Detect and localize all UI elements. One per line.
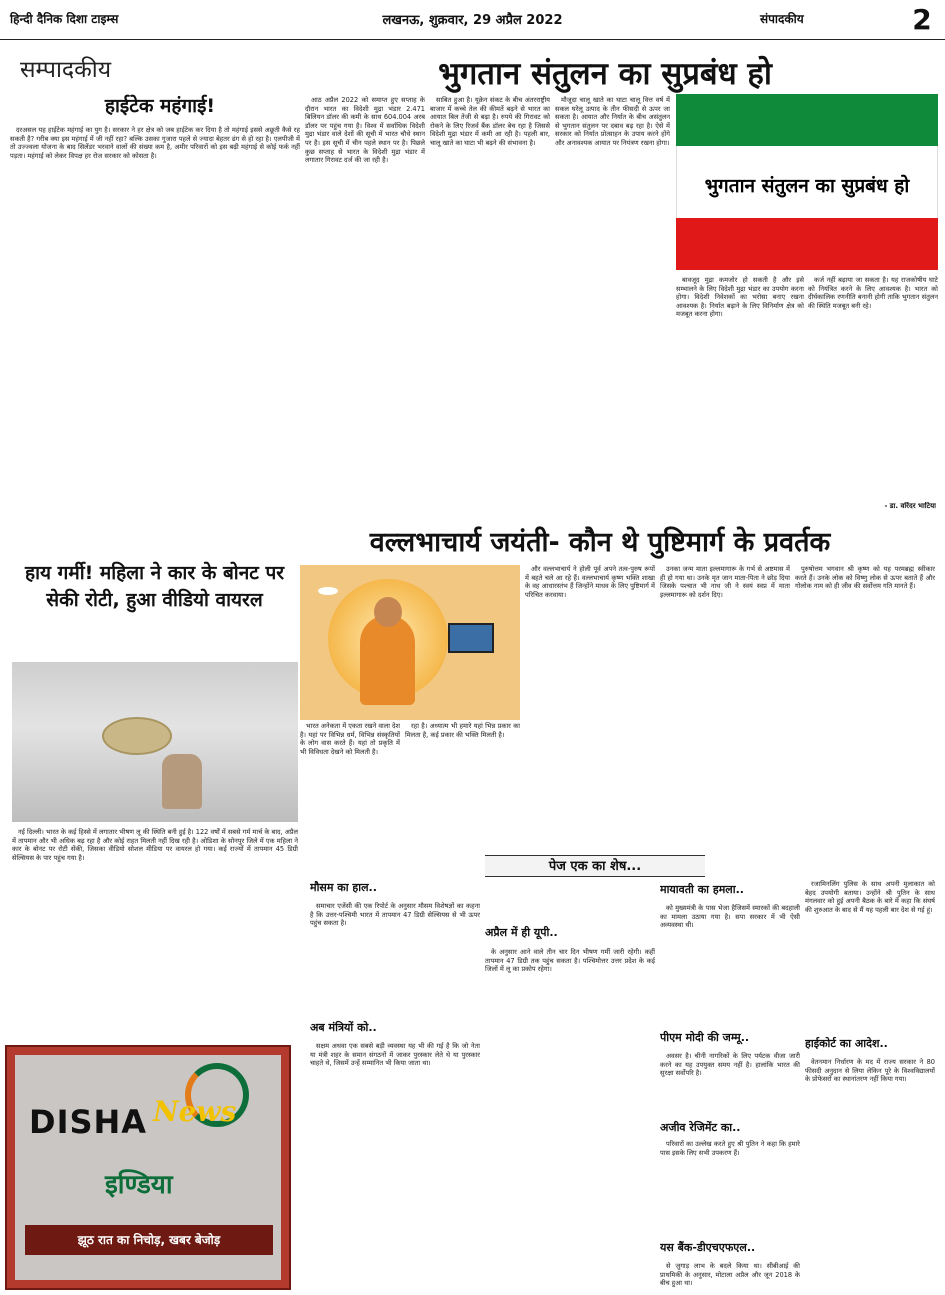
bank-body-lead: से जुगाड़ लाभ के बदले किया था। सीबीआई की प्राथमिकी के अनुसार, मोटाला अप्रैल और जून 2018 के बीच हुआ था। [660,1262,800,1288]
hand-shape [162,754,202,809]
dateline: लखनऊ, शुक्रवार, 29 अप्रैल 2022 [382,13,563,28]
ajeev-body: परिवारों का उल्लेख करते हुए श्री पुतिन ने कहा कि हमारे पास इसके लिए सभी उपकरण हैं। [660,1140,800,1157]
editorial-label: सम्पादकीय [20,57,112,83]
mayawati-body: को मुख्यमंत्री के पास भेजा हैजिसमें स्मारकों की बदहाली का मामला उठाया गया है। सपा सरकार में भी ऐसी अव्यवस्था थी। [660,904,800,930]
main-column-4: बावजूद मुद्रा कमजोर हो सकती है और इसे सम्भालने के लिए विदेशी मुद्रा भंडार का उपयोग करना होगा। विदेशी निवेशकों का भरोसा बनाए रखना आवश्यक है। निर्यात बढ़ाने के लिए विनिर्माण क्षेत्र को मजबूत करना होगा। [676,276,804,319]
tricolor-green [676,94,938,146]
vallabh-column-1: भारत अनेकता में एकता रखने वाला देश है। यहां पर विभिन्न धर्म, विभिन्न संस्कृतियों के लोग वास करते हैं। यहां तो प्रकृति में भी विविधता देखने को मिलती है। [300,722,400,756]
logo-tagline: झूठ रात का निचोड़, खबर बेजोड़ [25,1225,273,1255]
laptop-icon [448,623,494,653]
mantri-body: सक्षम अथवा एक सबसे बड़ी व्यवस्था यह भी की गई है कि जो नेता या मंत्री शहर के समान संगठनों में जाकर पुरस्कार लेते थे या पुरस्कार चाहते थे, जिसमें उन्हें सम्मानित भी किया जाता था। [310,1042,480,1068]
box-headline: भुगतान संतुलन का सुप्रबंध हो [704,175,910,197]
up-title: अप्रैल में ही यूपी.. [485,926,558,939]
logo-word-india: इण्डिया [105,1170,173,1200]
up-body: के अनुसार आने वाले तीन चार दिन भीषण गर्मी जारी रहेगी। कहीं तापमान 47 डिग्री तक पहुंच सकता है। पश्चिमोत्तर उत्तर प्रदेश के कई जिलों में लू का प्रकोप रहेगा। [485,948,655,974]
tricolor-box [676,94,938,270]
car-roti-photo [12,662,298,822]
editorial-body: दरअसल यह हाईटेक महंगाई का युग है। सरकार ने हर क्षेत्र को जब हाईटेक कर दिया है तो महंगाई इससे अछूती कैसे रह सकती है? गरीब क्या इस महंगाई में जी नहीं रहा? बल्कि उसका गुजारा पहले से ज्यादा बेहतर ढंग से हो रहा है। एलपीजी में तो उज्ज्वला योजना के बाद सिलेंडर भरवाने वालों की संख्या कम है, अमीर परिवारों को इस बढ़ी महंगाई से कोई फर्क नहीं पड़ता। महंगाई को लेकर विपक्ष हर रोज सरकार को कोसता है। [10,126,300,160]
modi-title: पीएम मोदी की जम्मू.. [660,1031,750,1044]
saint-figure [360,615,415,705]
court-body: वेतनमान निर्धारण के मद में राज्य सरकार ने 80 फीसदी अनुदान से लिया लेकिन पूरे के विश्वविद्यालयों के प्रोफेसरों का स्थानांतरण नहीं किया गया। [805,1058,935,1084]
roti-shape [102,717,172,755]
editorial-headline: हाईटेक महंगाई! [104,95,216,117]
vallabh-column-3: और वल्लभाचार्य ने होली पूर्व अपने तत्व-पुरुष रूपों में बहते चले आ रहे हैं। वल्लभाचार्य कृष्ण भक्ति शाखा के वह आधारस्तंभ हैं जिन्होंने माधव के लिए पुष्टिमार्ग में परिचित करवाया। [525,565,655,599]
section-name: संपादकीय [760,12,804,26]
mantri-title: अब मंत्रियों को.. [310,1021,377,1034]
main-headline: भुगतान संतुलन का सुप्रबंध हो [438,56,772,92]
continued-banner: पेज एक का शेष... [485,855,705,877]
ajeev-title: अजीव रेजिमेंट का.. [660,1121,741,1134]
masthead-bar [0,0,945,40]
main-column-1: आठ अप्रैल 2022 को समाप्त हुए सप्ताह के दौरान भारत का विदेशी मुद्रा भंडार 2.471 बिलियन डॉलर की कमी के साथ 604.004 अरब डॉलर पर पहुंच गया है। विश्व में सर्वाधिक विदेशी मुद्रा भंडार वाले देशों की सूची में भारत चौथे स्थान पर है। इस सूची में चीन पहले स्थान पर है। पिछले कुछ सप्ताह से भारत के विदेशी मुद्रा भंडार में लगातार गिरावट दर्ज की जा रही है। [305,96,425,165]
vallabh-column-5: पुरुषोत्तम भगवान श्री कृष्ण को यह परमब्रह्म स्वीकार करते हैं। उनके लोक को विष्णु लोक से ऊपर बताते हैं और गोलोक नाम को ही जीव की सर्वोत्तम गति मानते हैं। [795,565,935,591]
newspaper-name: हिन्दी दैनिक दिशा टाइम्स [10,12,119,26]
mausam-title: मौसम का हाल.. [310,881,377,894]
page-number: 2 [912,3,932,36]
saint-head [374,597,402,627]
bank-title: यस बैंक-डीएचएफएल.. [660,1241,756,1254]
disha-news-logo [5,1045,291,1290]
logo-word-news: News [153,1095,237,1128]
main-column-3: मौजूदा चालू खाते का घाटा चालू वित्त वर्ष में सकल घरेलू उत्पाद के तीन फीसदी से ऊपर जा सकता है। आयात और निर्यात के बीच असंतुलन से भुगतान संतुलन पर दबाव बढ़ रहा है। ऐसे में सरकार को निर्यात प्रोत्साहन के उपाय करने होंगे और अनावश्यक आयात पर नियंत्रण रखना होगा। [555,96,670,147]
logo-panel [15,1055,281,1280]
heat-body: नई दिल्ली। भारत के कई हिस्से में लगातार भीषण लू की स्थिति बनी हुई है। 122 वर्षों में सबसे गर्म मार्च के बाद, अप्रैल में तापमान और भी अधिक बढ़ रहा है और कोई राहत मिलती नहीं दिख रही है। ओडिशा के सोनपुर जिले में एक महिला ने कार के बोनट पर रोटी सेंकी, जिसका वीडियो सोशल मीडिया पर वायरल हो गया। कई राज्यों में तापमान 45 डिग्री सेल्सियस के पार पहुंच गया है। [12,828,298,862]
court-title: हाईकोर्ट का आदेश.. [805,1037,888,1050]
mausam-body: समाचार एजेंसी की एक रिपोर्ट के अनुसार मौसम विशेषज्ञों का कहना है कि उत्तर-पश्चिमी भारत में तापमान 47 डिग्री सेल्सियस से भी ऊपर पहुंच सकता है। [310,902,480,928]
author-byline: - डा. वरिंदर भाटिया [884,502,936,510]
dove-icon [318,587,338,595]
vallabh-column-4: उनका जन्म माता इल्लमागारू के गर्भ से अष्टमास में ही हो गया था। उनके मृत जान माता-पिता ने छोड़ दिया जिसके पश्चात भी नाथ जी ने स्वयं स्वप्न में माता इल्लमागारू को दर्शन दिए। [660,565,790,599]
main-column-2: साबित हुआ है। यूक्रेन संकट के बीच अंतरराष्ट्रीय बाजार में कच्चे तेल की कीमतें बढ़ने से भारत का आयात बिल तेजी से बढ़ा है। रुपये की गिरावट को रोकने के लिए रिजर्व बैंक डॉलर बेच रहा है जिससे विदेशी मुद्रा भंडार में कमी आ रही है। पहली बार, चालू खाते का घाटा भी बढ़ने की संभावना है। [430,96,550,147]
modi-body: अवसर है। चीनी नागरिकों के लिए पर्यटक वीजा जारी करने का यह उपयुक्त समय नहीं है। हालांकि भारत की सुरक्षा सर्वोपरि है। [660,1052,800,1078]
court-preceding-text: रजामिनलिंग पुलिस के साथ अपनी मुलाकात को बेहद उपयोगी बताया। उन्होंने श्री पुतिन के साथ मंगलवार को हुई अपनी बैठक के बारे में कहा कि संघर्ष की शुरुआत के बाद से मैं यह पहली बार देश से गई हूं। [805,880,935,914]
mayawati-title: मायावती का हमला.. [660,883,744,896]
logo-word-disha: DISHA [29,1103,148,1141]
vallabh-headline: वल्लभाचार्य जयंती- कौन थे पुष्टिमार्ग के प्रवर्तक [369,527,831,558]
vallabh-column-2: रहा है। अध्यात्म भी हमारे यहां भिन्न प्रकार का मिलता है, कई प्रकार की भक्ति मिलती है। [405,722,520,739]
main-column-5: कर्ज नहीं बढ़ाया जा सकता है। यह राजकोषीय घाटे को नियंत्रित करने के लिए आवश्यक है। भारत को दीर्घकालिक रणनीति बनानी होगी ताकि भुगतान संतुलन की स्थिति मजबूत बनी रहे। [808,276,938,310]
tricolor-red [676,218,938,270]
heat-headline: हाय गर्मी! महिला ने कार के बोनट पर सेकी रोटी, हुआ वीडियो वायरल [24,562,285,611]
vallabhacharya-illustration [300,565,520,720]
